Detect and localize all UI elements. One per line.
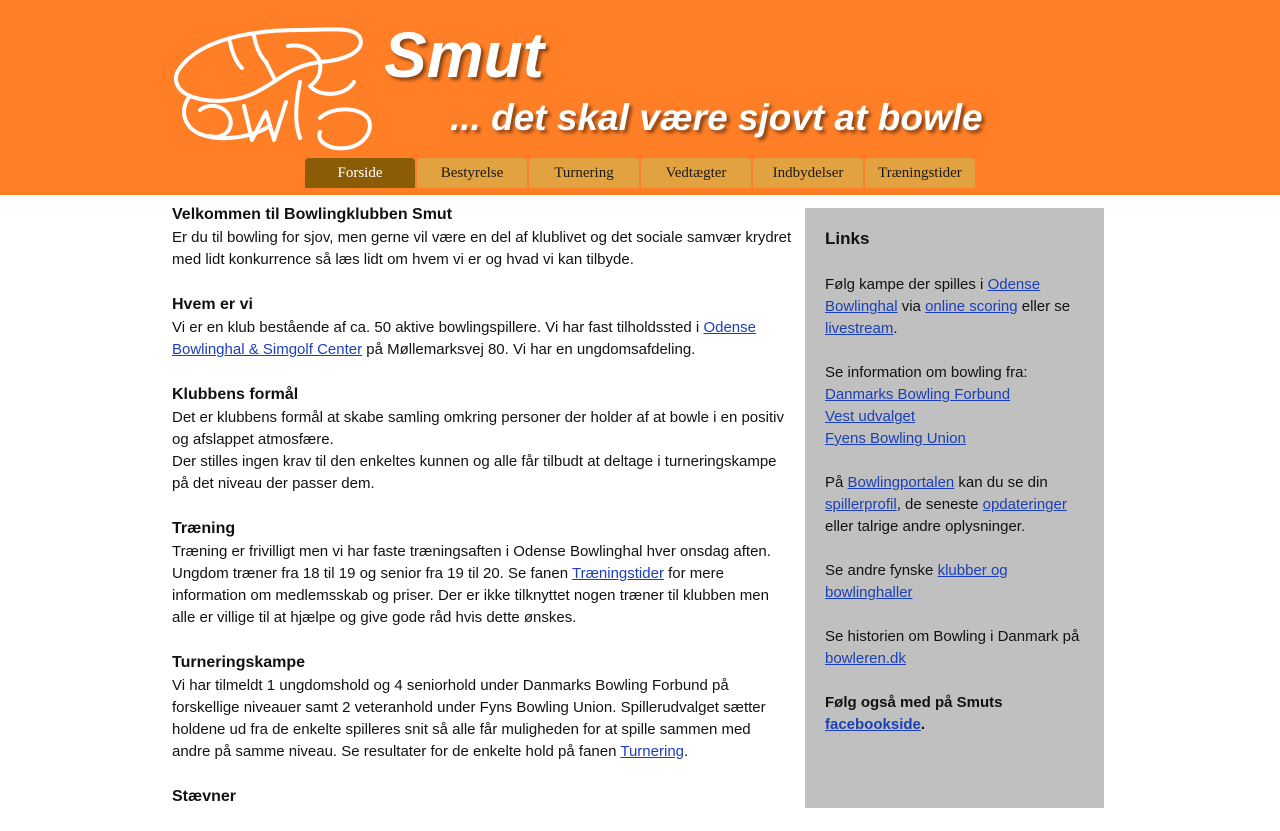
site-title: Smut bbox=[384, 19, 544, 91]
history-paragraph bbox=[825, 626, 1084, 670]
training-heading: Træning bbox=[172, 520, 236, 537]
portal-text: kan du se din bbox=[954, 474, 1048, 491]
training-text-part: Træning er frivilligt men vi har faste træningsaften i Odense Bowlinghal hver onsdag aften. Ungdom træner fra 18 til 19 og senior fra 19 til 20. Se fanen bbox=[172, 543, 771, 582]
tab-forside[interactable]: Forside bbox=[305, 158, 415, 188]
vest-udvalget-link[interactable]: Vest udvalget bbox=[825, 408, 916, 425]
klubber-link[interactable]: klubber og bowlinghaller bbox=[825, 562, 1008, 601]
info-paragraph bbox=[825, 362, 1084, 450]
clubs-paragraph bbox=[825, 560, 1084, 604]
about-heading: Hvem er vi bbox=[172, 296, 253, 313]
facebook-text: Følg også med på Smuts bbox=[825, 694, 1003, 711]
odense-bowlinghal-link[interactable]: Odense Bowlinghal bbox=[825, 276, 1041, 315]
history-text: Se historien om Bowling i Danmark på bbox=[825, 628, 1080, 645]
follow-paragraph bbox=[825, 274, 1084, 340]
tournament-text-part: Vi har tilmeldt 1 ungdomshold og 4 seniorhold under Danmarks Bowling Forbund på forskellige niveauer samt 2 veteranhold under Fyns Bowling Union. Spillerudvalget sætter holdene ud fra de enkelte spilleres snit så alle får muligheden for at spille sammen med andre på samme niveau. Se resultater for de enkelte hold på fanen bbox=[172, 677, 766, 760]
about-text-part: Vi er en klub bestående af ca. 50 aktive bowlingspillere. Vi har fast tilholdssted i bbox=[172, 319, 704, 336]
about-text-part: på Møllemarksvej 80. Vi har en ungdomsafdeling. bbox=[362, 341, 696, 358]
spillerprofil-link[interactable]: spillerprofil bbox=[825, 496, 897, 513]
info-text: Se information om bowling fra: bbox=[825, 364, 1028, 381]
tab-turnering[interactable]: Turnering bbox=[529, 158, 639, 188]
follow-text: Følg kampe der spilles i bbox=[825, 276, 988, 293]
tournament-text bbox=[172, 675, 792, 763]
events-heading: Stævner bbox=[172, 788, 237, 805]
dbwf-link[interactable]: Danmarks Bowling Forbund bbox=[825, 386, 1011, 403]
welcome-text: Er du til bowling for sjov, men gerne vil være en del af klublivet og det sociale samvær krydret med lidt konkurrence så læs lidt om hvem vi er og hvad vi kan tilbyde. bbox=[172, 229, 792, 268]
purpose-text-2: Der stilles ingen krav til den enkeltes kunnen og alle får tilbudt at deltage i turneringskampe på det niveau der passer dem. bbox=[172, 453, 777, 492]
facebook-text: . bbox=[920, 716, 926, 733]
fyens-bowling-union-link[interactable]: Fyens Bowling Union bbox=[825, 430, 966, 447]
events-section bbox=[172, 785, 792, 809]
follow-text: . bbox=[893, 320, 898, 337]
welcome-heading: Velkommen til Bowlingklubben Smut bbox=[172, 206, 453, 223]
portal-text: , de seneste bbox=[896, 496, 983, 513]
sidebar-heading: Links bbox=[825, 229, 870, 248]
bowleren-link[interactable]: bowleren.dk bbox=[825, 650, 906, 667]
bowlingportalen-link[interactable]: Bowlingportalen bbox=[847, 474, 955, 491]
about-section bbox=[172, 293, 792, 361]
about-text bbox=[172, 317, 792, 361]
portal-paragraph bbox=[825, 472, 1084, 538]
tournament-text-part: . bbox=[684, 743, 689, 760]
tab-indbydelser[interactable]: Indbydelser bbox=[753, 158, 863, 188]
clubs-text: Se andre fynske bbox=[825, 562, 938, 579]
bowling-shoe-logo[interactable] bbox=[170, 22, 382, 154]
training-text bbox=[172, 541, 792, 629]
site-tagline: ... det skal være sjovt at bowle bbox=[450, 97, 983, 138]
bowlinghal-link[interactable]: Odense Bowlinghal & Simgolf Center bbox=[172, 319, 756, 358]
main-content bbox=[172, 203, 792, 831]
training-text-part: for mere information om medlemsskab og priser. Der er ikke tilknyttet nogen træner til klubben men alle er villige til at hjælpe og give gode råd hvis dette ønskes. bbox=[172, 565, 769, 626]
facebook-link[interactable]: facebookside bbox=[825, 716, 921, 733]
training-section bbox=[172, 517, 792, 629]
facebook-paragraph bbox=[825, 692, 1084, 736]
welcome-section bbox=[172, 203, 792, 271]
opdateringer-link[interactable]: opdateringer bbox=[982, 496, 1067, 513]
follow-text: eller se bbox=[1017, 298, 1071, 315]
tournament-section bbox=[172, 651, 792, 763]
tournament-heading: Turneringskampe bbox=[172, 654, 306, 671]
links-sidebar bbox=[805, 208, 1104, 808]
turnering-link[interactable]: Turnering bbox=[620, 743, 684, 760]
site-header bbox=[0, 0, 1280, 195]
tab-traeningstider[interactable]: Træningstider bbox=[865, 158, 975, 188]
traeningstider-link[interactable]: Træningstider bbox=[571, 565, 664, 582]
tab-bestyrelse[interactable]: Bestyrelse bbox=[417, 158, 527, 188]
portal-text: På bbox=[825, 474, 848, 491]
purpose-heading: Klubbens formål bbox=[172, 386, 299, 403]
main-nav bbox=[305, 158, 975, 188]
follow-text: via bbox=[897, 298, 926, 315]
purpose-text-1: Det er klubbens formål at skabe samling omkring personer der holder af at bowle i en positiv og afslappet atmosfære. bbox=[172, 409, 784, 448]
portal-text: eller talrige andre oplysninger. bbox=[825, 518, 1026, 535]
online-scoring-link[interactable]: online scoring bbox=[925, 298, 1018, 315]
tab-vedtaegter[interactable]: Vedtægter bbox=[641, 158, 751, 188]
purpose-section bbox=[172, 383, 792, 495]
livestream-link[interactable]: livestream bbox=[825, 320, 894, 337]
